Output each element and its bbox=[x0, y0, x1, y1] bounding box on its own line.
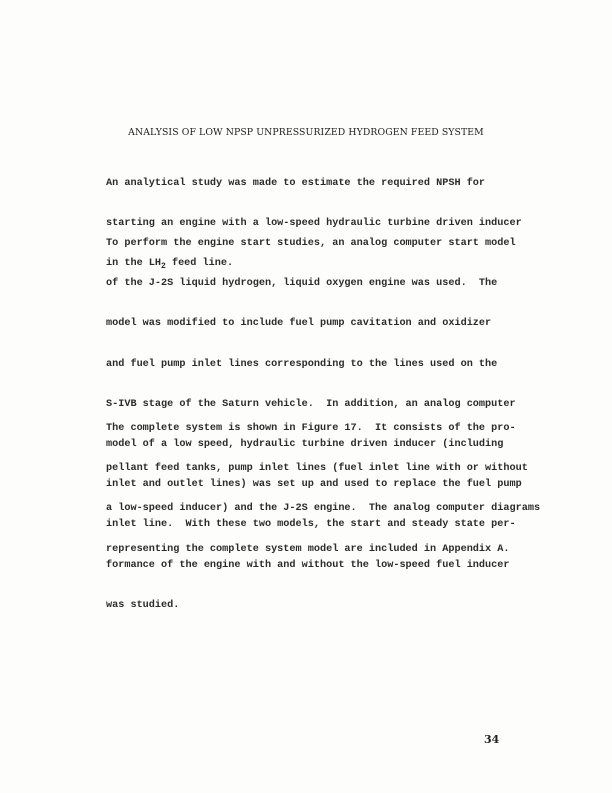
paragraph-line: An analytical study was made to estimate the required NPSH for bbox=[106, 178, 486, 189]
paragraph-line: The complete system is shown in Figure 17. It consists of the pro- bbox=[106, 423, 516, 434]
page-number: 34 bbox=[484, 733, 500, 746]
text-fragment: in the LH bbox=[106, 258, 162, 270]
paragraph-line: model was modified to include fuel pump cavitation and oxidizer bbox=[106, 318, 492, 330]
text-fragment: feed line. bbox=[165, 258, 234, 270]
paragraph-line: model of a low speed, hydraulic turbine driven inducer (including bbox=[106, 438, 504, 450]
paragraph-line: pellant feed tanks, pump inlet lines (fuel inlet line with or without bbox=[106, 463, 528, 475]
paragraph-line: S-IVB stage of the Saturn vehicle. In addition, an analog computer bbox=[106, 398, 516, 410]
paragraph-line: starting an engine with a low-speed hydraulic turbine driven inducer bbox=[106, 218, 522, 230]
paragraph-line: a low-speed inducer) and the J-2S engine. The analog computer diagrams bbox=[106, 503, 541, 515]
paragraph-line: representing the complete system model are included in Appendix A. bbox=[106, 543, 510, 555]
paragraph-line: inlet and outlet lines) was set up and used to replace the fuel pump bbox=[106, 479, 522, 491]
paragraph-3 bbox=[106, 398, 576, 581]
paragraph-line: formance of the engine with and without the low-speed fuel inducer bbox=[106, 559, 510, 571]
paragraph-line: inlet line. With these two models, the start and steady state per- bbox=[106, 519, 516, 531]
paragraph-line: of the J-2S liquid hydrogen, liquid oxygen engine was used. The bbox=[106, 278, 498, 290]
paragraph-line: was studied. bbox=[106, 599, 180, 611]
subscript: 2 bbox=[161, 262, 166, 272]
document-title: ANALYSIS OF LOW NPSP UNPRESSURIZED HYDROGEN FEED SYSTEM bbox=[128, 127, 484, 138]
paragraph-line: and fuel pump inlet lines corresponding to the lines used on the bbox=[106, 358, 498, 370]
paragraph-line: To perform the engine start studies, an analog computer start model bbox=[106, 238, 516, 249]
